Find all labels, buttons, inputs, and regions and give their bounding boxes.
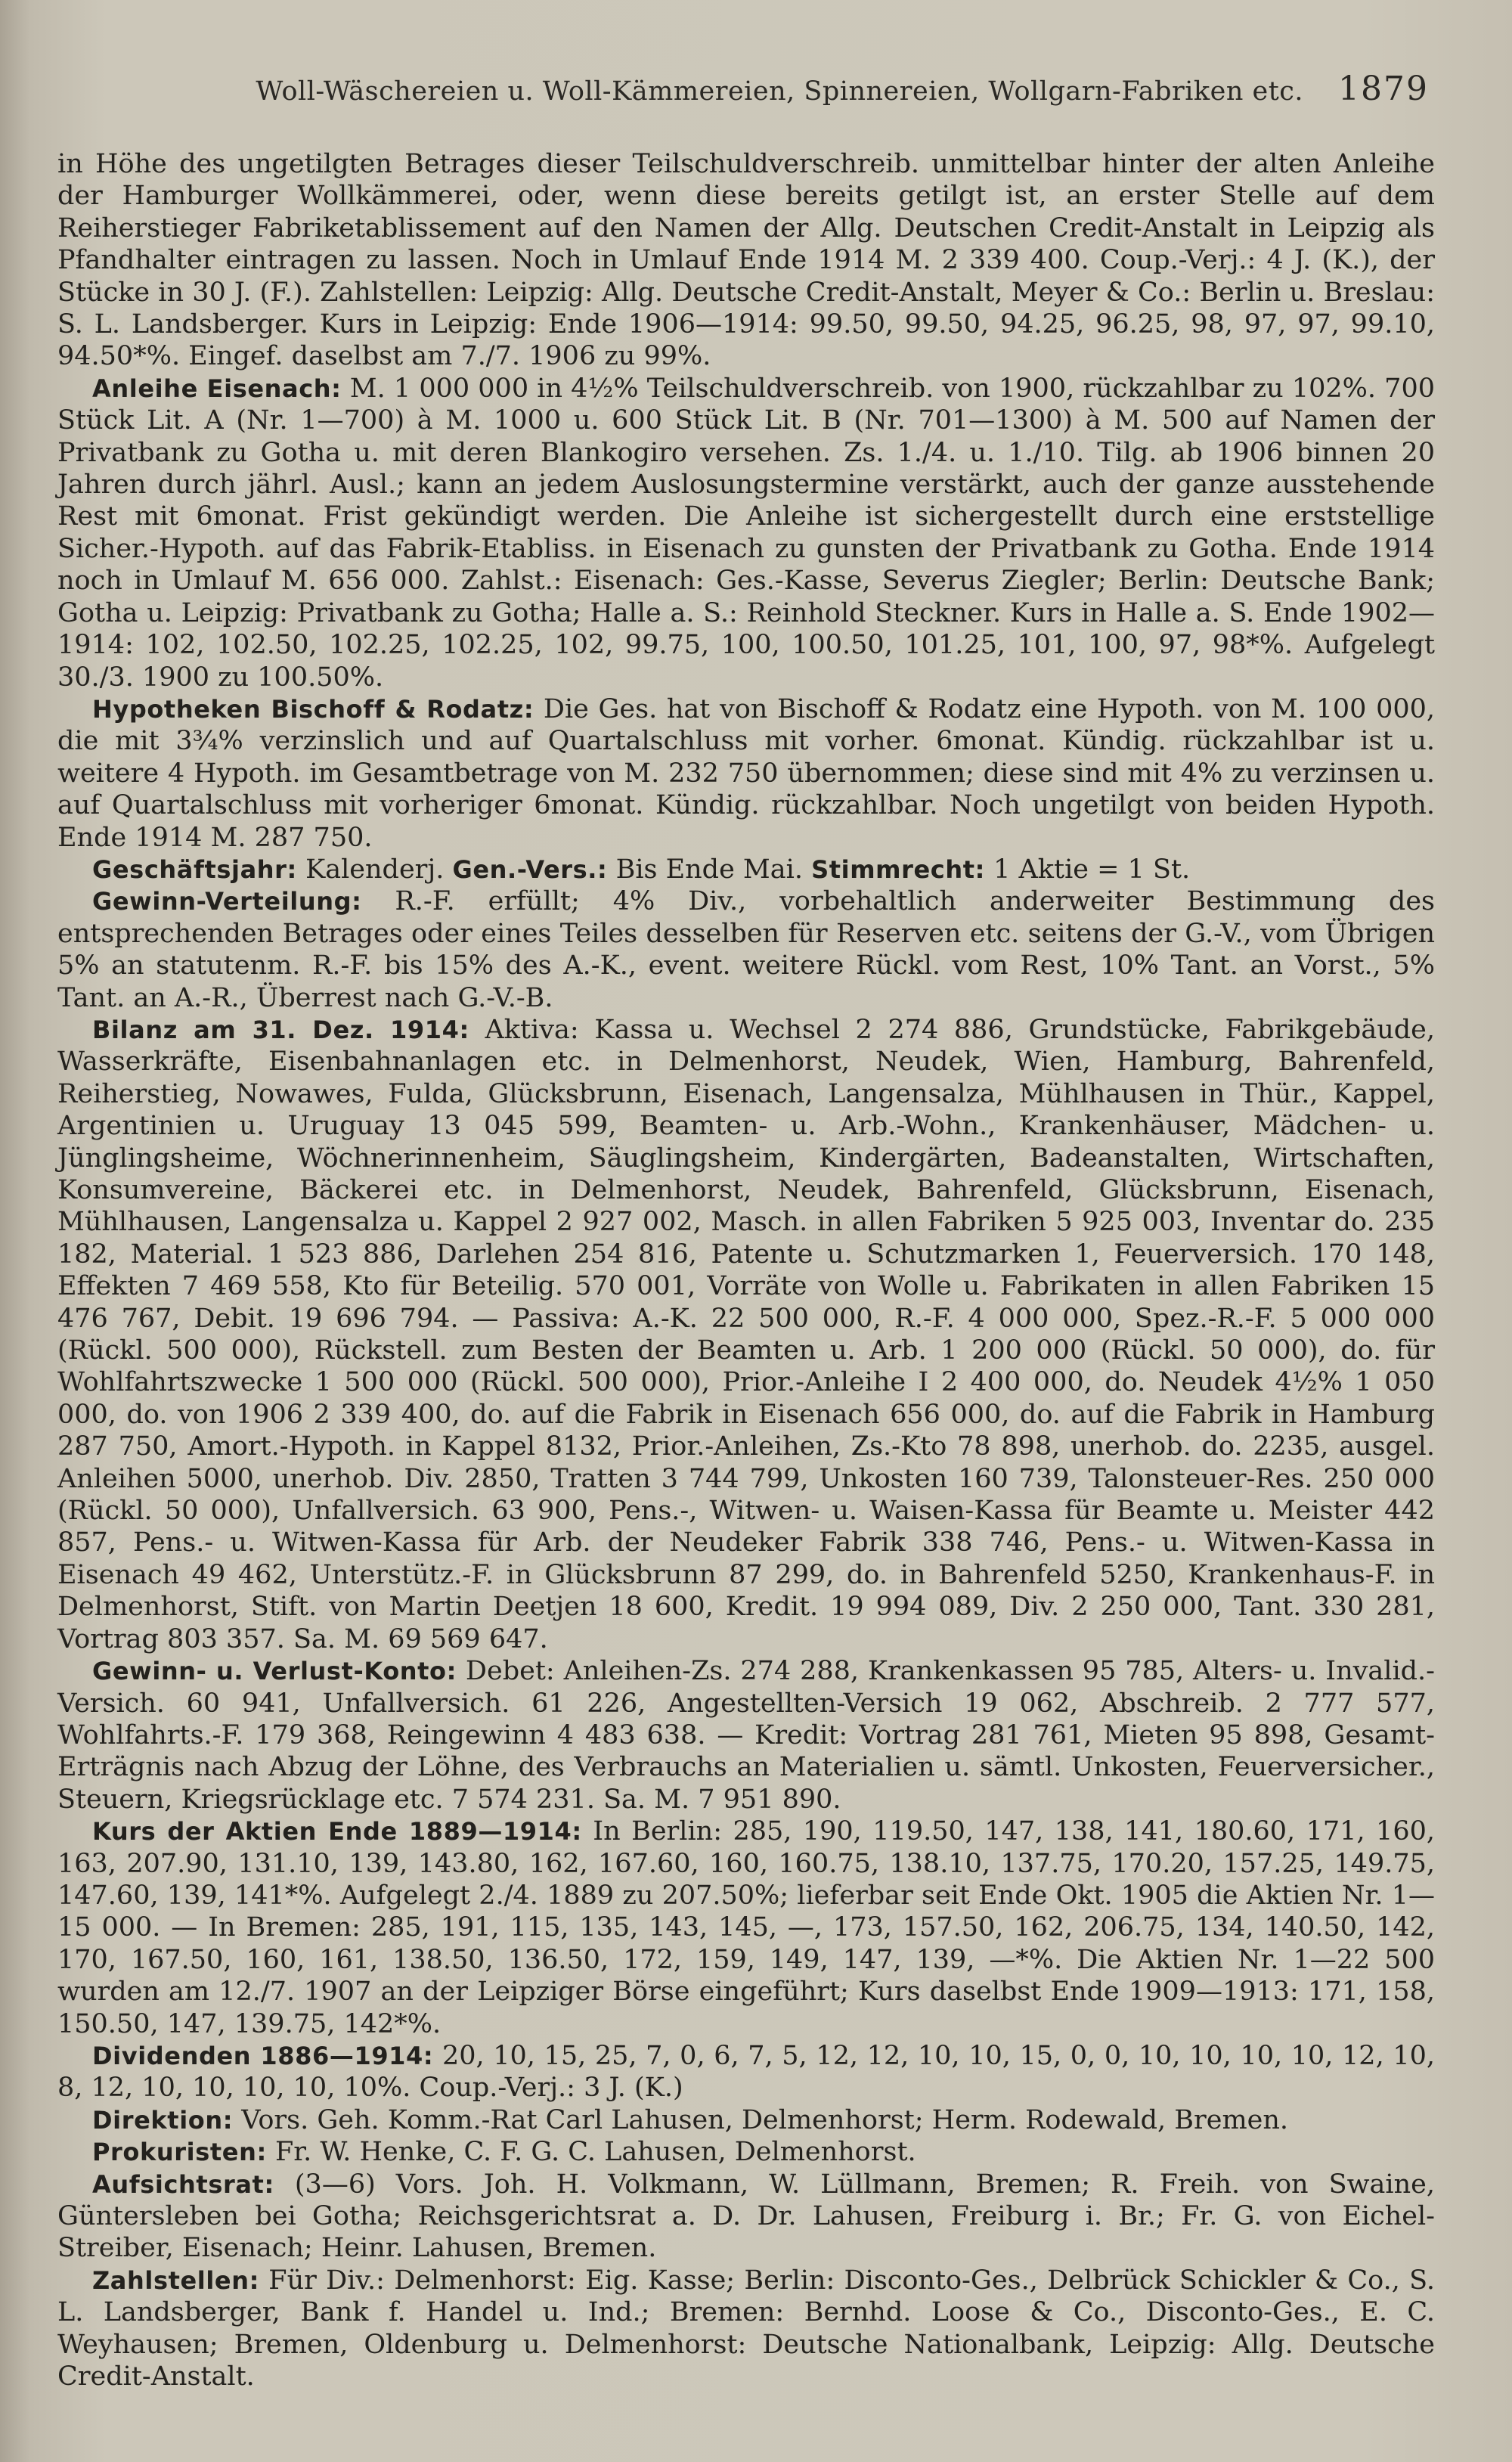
paragraph-text: Die Ges. hat von Bischoff & Rodatz eine Hypoth. von M. 100 000, die mit 3¾% verzinslich und auf Quartalschluss mit vorher. 6monat. Kündig. rückzahlbar ist u. weitere 4 Hypoth. im Gesamtbetrage von M. 232 750 übernommen; diese sind mit 4% zu verzinsen u. auf Quartalschluss mit vorheriger 6monat. Kündig. rückzahlbar. Noch ungetilgt von beiden Hypoth. Ende 1914 M. 287 750. (57, 693, 1435, 853)
header-title: Woll-Wäschereien u. Woll-Kämmereien, Spinnereien, Wollgarn-Fabriken etc. (256, 76, 1304, 107)
section-heading: Kurs der Aktien Ende 1889—1914: (92, 1817, 582, 1846)
article-body (57, 148, 1435, 2392)
paragraph-text: (3—6) Vors. Joh. H. Volkmann, W. Lüllmann, Bremen; R. Freih. von Swaine, Güntersleben bei Gotha; Reichsgerichtsrat a. D. Dr. Lahusen, Freiburg i. Br.; Fr. G. von Eichel-Streiber, Eisenach; Heinr. Lahusen, Bremen. (57, 2169, 1435, 2264)
section-heading: Direktion: (92, 2105, 234, 2135)
section-heading: Gen.-Vers.: (452, 854, 608, 884)
paragraph-text: In Berlin: 285, 190, 119.50, 147, 138, 141, 180.60, 171, 160, 163, 207.90, 131.10, 139, 143.80, 162, 167.60, 160, 160.75, 138.10, 137.75, 170.20, 157.25, 149.75, 147.60, 139, 141*%. Aufgelegt 2./4. 1889 zu 207.50%; lieferbar seit Ende Okt. 1905 die Aktien Nr. 1—15 000. — In Bremen: 285, 191, 115, 135, 143, 145, —, 173, 157.50, 162, 206.75, 134, 140.50, 142, 170, 167.50, 160, 161, 138.50, 136.50, 172, 159, 149, 147, 139, —*%. Die Aktien Nr. 1—22 500 wurden am 12./7. 1907 an der Leipziger Börse eingeführt; Kurs daselbst Ende 1909—1913: 171, 158, 150.50, 147, 139.75, 142*%. (57, 1816, 1435, 2039)
section-heading: Aufsichtsrat: (92, 2169, 274, 2199)
section-heading: Bilanz am 31. Dez. 1914: (92, 1015, 469, 1044)
paragraph-hypotheken (57, 693, 1435, 854)
paragraph-kurs-aktien (57, 1815, 1435, 2040)
paragraph-text: 20, 10, 15, 25, 7, 0, 6, 7, 5, 12, 12, 10, 10, 15, 0, 0, 10, 10, 10, 10, 12, 10, 8, 12, 10, 10, 10, 10, 10%. Coup.-Verj.: 3 J. (K.) (57, 2040, 1435, 2104)
paragraph-zahlstellen (57, 2265, 1435, 2393)
section-heading: Prokuristen: (92, 2138, 267, 2167)
paragraph-text: Kalenderj. (296, 854, 453, 885)
paragraph-geschaeftsjahr (57, 854, 1435, 885)
paragraph-text: Debet: Anleihen-Zs. 274 288, Krankenkassen 95 785, Alters- u. Invalid.-Versich. 60 941, Unfallversich. 61 226, Angestellten-Versich 19 062, Abschreib. 2 777 577, Wohlfahrts.-F. 179 368, Reingewinn 4 483 638. — Kredit: Vortrag 281 761, Mieten 95 898, Gesamt-Erträgnis nach Abzug der Löhne, des Verbrauchs an Materialien u. sämtl. Unkosten, Feuerversicher., Steuern, Kriegsrücklage etc. 7 574 231. Sa. M. 7 951 890. (57, 1656, 1435, 1815)
section-heading: Stimmrecht: (811, 854, 986, 884)
paragraph-text: M. 1 000 000 in 4½% Teilschuldverschreib. von 1900, rückzahlbar zu 102%. 700 Stück Lit. A (Nr. 1—700) à M. 1000 u. 600 Stück Lit. B (Nr. 701—1300) à M. 500 auf Namen der Privatbank zu Gotha u. mit deren Blankogiro versehen. Zs. 1./4. u. 1./10. Tilg. ab 1906 binnen 20 Jahren durch jährl. Ausl.; kann an jedem Auslosungstermine verstärkt, auch der ganze ausstehende Rest mit 6monat. Frist gekündigt werden. Die Anleihe ist sichergestellt durch eine erststellige Sicher.-Hypoth. auf das Fabrik-Etabliss. in Eisenach zu gunsten der Privatbank zu Gotha. Ende 1914 noch in Umlauf M. 656 000. Zahlst.: Eisenach: Ges.-Kasse, Severus Ziegler; Berlin: Deutsche Bank; Gotha u. Leipzig: Privatbank zu Gotha; Halle a. S.: Reinhold Steckner. Kurs in Halle a. S. Ende 1902—1914: 102, 102.50, 102.25, 102.25, 102, 99.75, 100, 100.50, 101.25, 101, 100, 97, 98*%. Aufgelegt 30./3. 1900 zu 100.50%. (57, 373, 1435, 693)
paragraph-bond-continuation (57, 148, 1435, 373)
paragraph-bilanz (57, 1014, 1435, 1655)
section-heading: Hypotheken Bischoff & Rodatz: (92, 694, 534, 724)
paragraph-text: Für Div.: Delmenhorst: Eig. Kasse; Berlin: Disconto-Ges., Delbrück Schickler & Co., S. L. Landsberger, Bank f. Handel u. Ind.; Bremen: Bernhd. Loose & Co., Disconto-Ges., E. C. Weyhausen; Bremen, Oldenburg u. Delmenhorst: Deutsche Nationalbank, Leipzig: Allg. Deutsche Credit-Anstalt. (57, 2265, 1435, 2392)
paragraph-text: Vors. Geh. Komm.-Rat Carl Lahusen, Delmenhorst; Herm. Rodewald, Bremen. (233, 2104, 1289, 2135)
paragraph-anleihe-eisenach (57, 373, 1435, 693)
section-heading: Anleihe Eisenach: (92, 374, 342, 403)
section-heading: Gewinn- u. Verlust-Konto: (92, 1657, 457, 1686)
paragraph-prokuristen (57, 2136, 1435, 2168)
paragraph-text: 1 Aktie = 1 St. (985, 854, 1191, 885)
section-heading: Dividenden 1886—1914: (92, 2041, 434, 2070)
paragraph-gewinn-verlust (57, 1655, 1435, 1815)
running-header (0, 70, 1429, 108)
paragraph-gewinn-verteilung (57, 885, 1435, 1014)
section-heading: Gewinn-Verteilung: (92, 887, 362, 916)
section-heading: Geschäftsjahr: (92, 854, 297, 884)
paragraph-dividenden (57, 2040, 1435, 2104)
paragraph-text: Aktiva: Kassa u. Wechsel 2 274 886, Grundstücke, Fabrikgebäude, Wasserkräfte, Eisenbahnanlagen etc. in Delmenhorst, Neudek, Wien, Hamburg, Bahrenfeld, Reiherstieg, Nowawes, Fulda, Glücksbrunn, Eisenach, Langensalza, Mühlhausen in Thür., Kappel, Argentinien u. Uruguay 13 045 599, Beamten- u. Arb.-Wohn., Krankenhäuser, Mädchen- u. Jünglingsheime, Wöchnerinnenheim, Säuglingsheim, Kindergärten, Badeanstalten, Wirtschaften, Konsumvereine, Bäckerei etc. in Delmenhorst, Neudek, Bahrenfeld, Glücksbrunn, Eisenach, Mühlhausen, Langensalza u. Kappel 2 927 002, Masch. in allen Fabriken 5 925 003, Inventar do. 235 182, Material. 1 523 886, Darlehen 254 816, Patente u. Schutzmarken 1, Feuerversich. 170 148, Effekten 7 469 558, Kto für Beteilig. 570 001, Vorräte von Wolle u. Fabrikaten in allen Fabriken 15 476 767, Debit. 19 696 794. — Passiva: A.-K. 22 500 000, R.-F. 4 000 000, Spez.-R.-F. 5 000 000 (Rückl. 500 000), Rückstell. zum Besten der Beamten u. Arb. 1 200 000 (Rückl. 50 000), do. für Wohlfahrtszwecke 1 500 000 (Rückl. 500 000), Prior.-Anleihe I 2 400 000, do. Neudek 4½% 1 050 000, do. von 1906 2 339 400, do. auf die Fabrik in Eisenach 656 000, do. auf die Fabrik in Hamburg 287 750, Amort.-Hypoth. in Kappel 8132, Prior.-Anleihen, Zs.-Kto 78 898, unerhob. do. 2235, ausgel. Anleihen 5000, unerhob. Div. 2850, Tratten 3 744 799, Unkosten 160 739, Talonsteuer-Res. 250 000 (Rückl. 50 000), Unfallversich. 63 900, Pens.-, Witwen- u. Waisen-Kassa für Beamte u. Meister 442 857, Pens.- u. Witwen-Kassa für Arb. der Neudeker Fabrik 338 746, Pens.- u. Witwen-Kassa in Eisenach 49 462, Unterstütz.-F. in Glücksbrunn 87 299, do. in Bahrenfeld 5250, Krankenhaus-F. in Delmenhorst, Stift. von Martin Deetjen 18 600, Kredit. 19 994 089, Div. 2 250 000, Tant. 330 281, Vortrag 803 357. Sa. M. 69 569 647. (57, 1014, 1435, 1654)
paragraph-aufsichtsrat (57, 2169, 1435, 2265)
paragraph-direktion (57, 2104, 1435, 2136)
paragraph-text: Bis Ende Mai. (607, 854, 812, 885)
paragraph-text: in Höhe des ungetilgten Betrages dieser Teilschuldverschreib. unmittelbar hinter der alten Anleihe der Hamburger Wollkämmerei, oder, wenn diese bereits getilgt ist, an erster Stelle auf dem Reiherstieger Fabriketablissement auf den Namen der Allg. Deutschen Credit-Anstalt in Leipzig als Pfandhalter eintragen zu lassen. Noch in Umlauf Ende 1914 M. 2 339 400. Coup.-Verj.: 4 J. (K.), der Stücke in 30 J. (F.). Zahlstellen: Leipzig: Allg. Deutsche Credit-Anstalt, Meyer & Co.: Berlin u. Breslau: S. L. Landsberger. Kurs in Leipzig: Ende 1906—1914: 99.50, 99.50, 94.25, 96.25, 98, 97, 97, 99.10, 94.50*%. Eingef. daselbst am 7./7. 1906 zu 99%. (57, 149, 1435, 372)
section-heading: Zahlstellen: (92, 2265, 260, 2295)
paragraph-text: R.-F. erfüllt; 4% Div., vorbehaltlich anderweiter Bestimmung des entsprechenden Betrages oder eines Teiles desselben für Reserven etc. seitens der G.-V., vom Übrigen 5% an statutenm. R.-F. bis 15% des A.-K., event. weitere Rückl. vom Rest, 10% Tant. an Vorst., 5% Tant. an A.-R., Überrest nach G.-V.-B. (57, 886, 1435, 1013)
paragraph-text: Fr. W. Henke, C. F. G. C. Lahusen, Delmenhorst. (266, 2137, 916, 2168)
page-number: 1879 (1338, 70, 1429, 108)
